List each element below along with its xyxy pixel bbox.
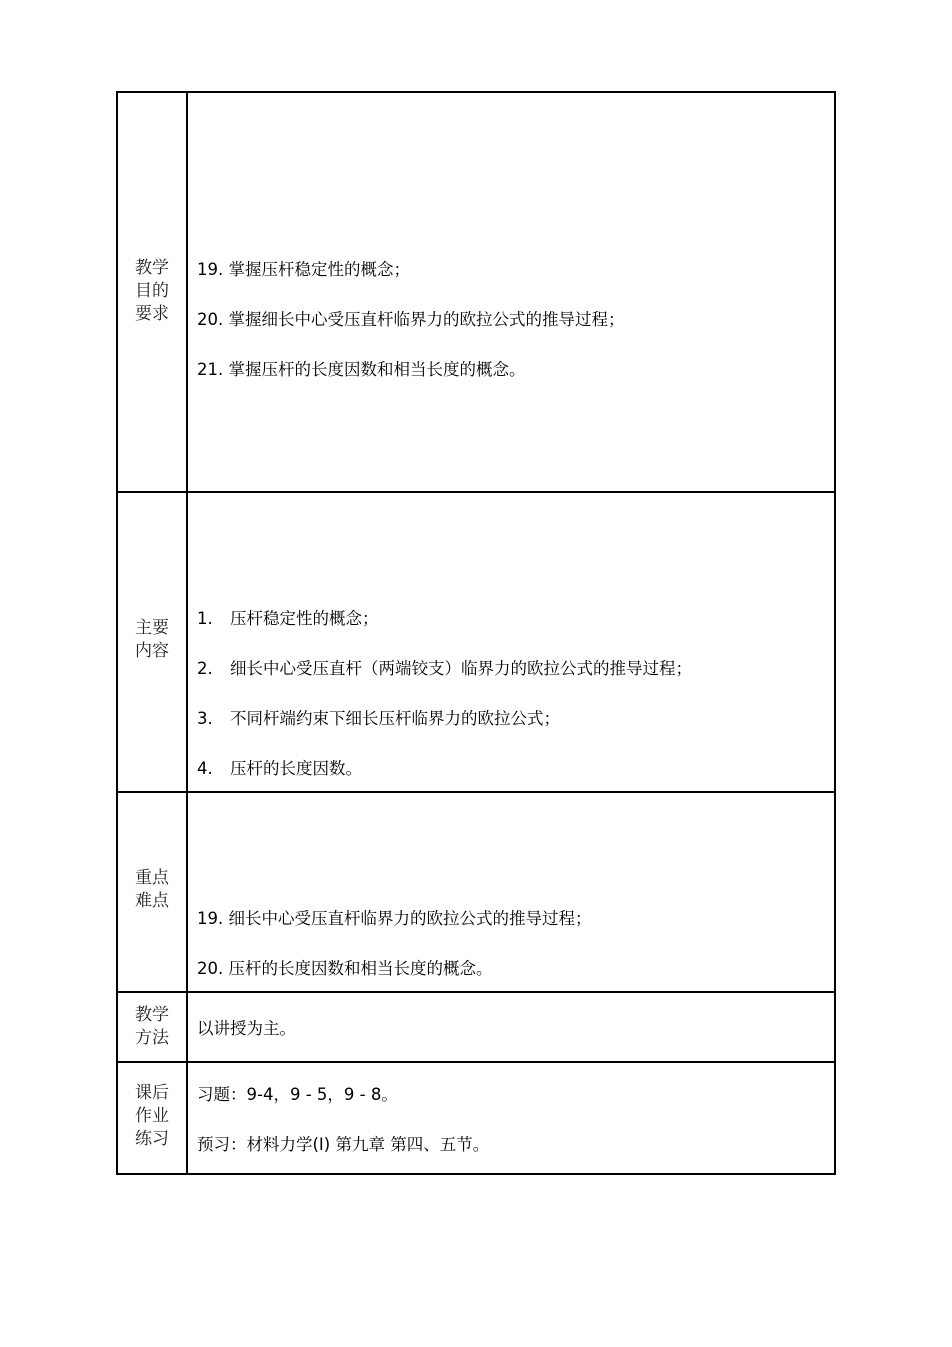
- item-number: 4.: [197, 759, 213, 778]
- content-cell-objectives: [187, 92, 835, 492]
- label-line: 方法: [135, 1028, 169, 1048]
- item-text: 细长中心受压直杆临界力的欧拉公式的推导过程；: [228, 909, 592, 928]
- label-line: 课后: [135, 1083, 169, 1103]
- label-line: 主要: [135, 618, 169, 638]
- item-number: 19.: [197, 260, 224, 279]
- table-row-content: [117, 492, 835, 792]
- item-text: 习题：9-4，9 - 5，9 - 8。: [197, 1085, 398, 1104]
- item-number: 20.: [197, 959, 224, 978]
- label-line: 练习: [135, 1129, 169, 1149]
- item-text: 掌握压杆稳定性的概念；: [228, 260, 410, 279]
- label-cell-method: [117, 992, 187, 1062]
- item-number: 3.: [197, 709, 213, 728]
- label-cell-objectives: [117, 92, 187, 492]
- row-label-content: [118, 617, 186, 663]
- item-number: 1.: [197, 609, 213, 628]
- list-item: [197, 607, 826, 631]
- item-text: 掌握细长中心受压直杆临界力的欧拉公式的推导过程；: [228, 310, 625, 329]
- table-row-objectives: [117, 92, 835, 492]
- item-text: 细长中心受压直杆（两端铰支）临界力的欧拉公式的推导过程；: [230, 659, 692, 678]
- label-line: 重点: [135, 868, 169, 888]
- label-line: 难点: [135, 891, 169, 911]
- item-text: 压杆稳定性的概念；: [230, 609, 379, 628]
- list-item: [197, 1083, 826, 1107]
- content-cell-key-points: [187, 792, 835, 992]
- label-cell-content: [117, 492, 187, 792]
- list-item: [197, 707, 826, 731]
- list-item: [197, 1017, 826, 1041]
- item-number: 19.: [197, 909, 224, 928]
- item-number: 20.: [197, 310, 224, 329]
- content-cell-homework: [187, 1062, 835, 1174]
- list-item: [197, 657, 826, 681]
- label-line: 内容: [135, 641, 169, 661]
- label-line: 教学: [135, 1005, 169, 1025]
- row-label-key-points: [118, 867, 186, 913]
- list-item: [197, 358, 826, 382]
- label-line: 要求: [135, 304, 169, 324]
- item-text: 掌握压杆的长度因数和相当长度的概念。: [228, 360, 526, 379]
- list-item: [197, 907, 826, 931]
- row-label-homework: [118, 1082, 186, 1151]
- item-text: 压杆的长度因数。: [230, 759, 362, 778]
- label-line: 目的: [135, 281, 169, 301]
- row-label-method: [118, 1004, 186, 1050]
- item-text: 预习：材料力学(I) 第九章 第四、五节。: [197, 1135, 490, 1154]
- item-number: 21.: [197, 360, 224, 379]
- item-text: 以讲授为主。: [197, 1019, 296, 1038]
- list-item: [197, 957, 826, 981]
- label-cell-key-points: [117, 792, 187, 992]
- list-item: [197, 757, 826, 781]
- label-line: 教学: [135, 258, 169, 278]
- list-item: [197, 1133, 826, 1157]
- table-row-method: [117, 992, 835, 1062]
- item-number: 2.: [197, 659, 213, 678]
- item-text: 不同杆端约束下细长压杆临界力的欧拉公式；: [230, 709, 560, 728]
- table-row-key-points: [117, 792, 835, 992]
- lesson-plan-table: [116, 91, 836, 1175]
- list-item: [197, 258, 826, 282]
- list-item: [197, 308, 826, 332]
- item-text: 压杆的长度因数和相当长度的概念。: [228, 959, 493, 978]
- table-row-homework: [117, 1062, 835, 1174]
- content-cell-method: [187, 992, 835, 1062]
- content-cell-content: [187, 492, 835, 792]
- row-label-objectives: [118, 257, 186, 326]
- label-line: 作业: [135, 1106, 169, 1126]
- label-cell-homework: [117, 1062, 187, 1174]
